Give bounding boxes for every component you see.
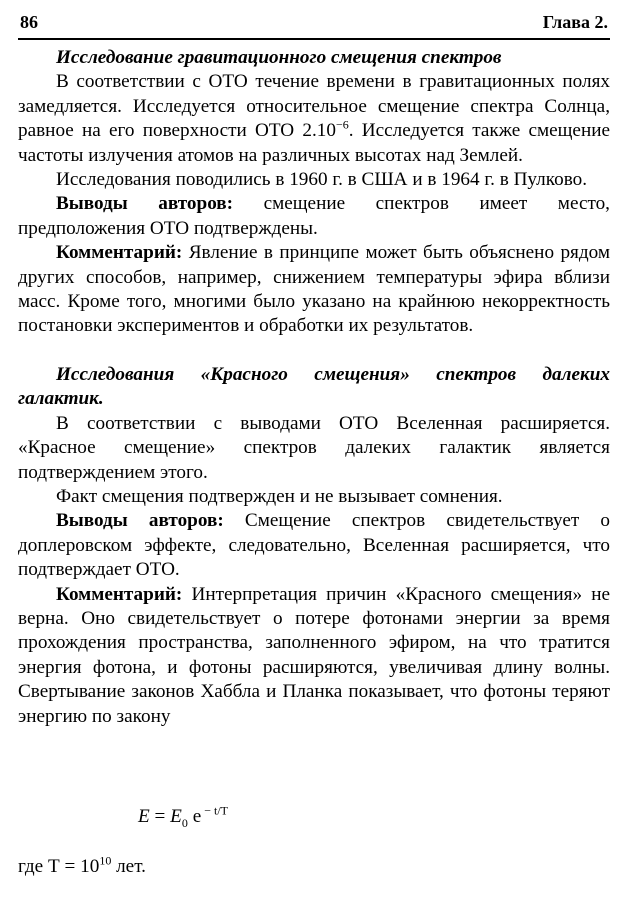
section-gap: [18, 339, 610, 363]
chapter-title: Глава 2.: [542, 12, 608, 32]
conclusion-label: Выводы авторов:: [56, 510, 224, 532]
paragraph-redshift-fact: Факт смещения подтвержден и не вызывает сомнения.: [56, 485, 503, 507]
paragraph-commentary: Комментарий: Явление в принципе может быть объяснено рядом других способов, например, снижением температуры эфира вблизи масс. Кроме того, многими было указано на крайнюю некорректность постановки экспериментов и обработки их результатов.: [18, 242, 610, 337]
paragraph-authors-conclusion: Выводы авторов: Смещение спектров свидетельствует о доплеровском эффекте, следовательно, Вселенная расширяется, что подтверждает ОТО.: [18, 510, 610, 581]
page-header: [18, 8, 610, 40]
comment-label: Комментарий:: [56, 583, 183, 605]
formula-definition: где $Т = 10^{10}$ лет.: [18, 853, 146, 877]
energy-formula: $E = E_0$ e $^{- t/T}$: [138, 803, 228, 830]
exponent: −6: [335, 117, 349, 132]
paragraph-research-dates: Исследования поводились в 1960 г. в США и в 1964 г. в Пулково.: [56, 169, 588, 191]
conclusion-label: Выводы авторов:: [56, 193, 234, 215]
book-page: [18, 0, 610, 900]
section-heading-redshift: Исследования «Красного смещения» спектров далеких галактик.: [18, 363, 610, 410]
paragraph-commentary: Комментарий: Интерпретация причин «Красного смещения» не верна. Оно свидетельствует о потере фотонами энергии за время прохождения пространства, заполненного эфиром, на что тратится энергия фотона, и фотоны расширяются, увеличивая длину волны. Свертывание законов Хаббла и Планка показывает, что фотоны теряют энергию по закону: [18, 583, 610, 727]
section-heading-gravitational: Исследование гравитационного смещения спектров: [56, 47, 502, 68]
paragraph-redshift-intro: В соответствии с выводами ОТО Вселенная расширяется. «Красное смещение» спектров далеких галактик является подтверждением этого.: [18, 412, 610, 483]
page-body: [18, 46, 610, 729]
page-number: 86: [20, 12, 38, 32]
paragraph-authors-conclusion: Выводы авторов: смещение спектров имеет место, предположения ОТО подтверждены.: [18, 193, 610, 239]
comment-label: Комментарий:: [56, 242, 183, 264]
paragraph-gravitational-intro: В соответствии с ОТО течение времени в гравитационных полях замедляется. Исследуется относительное смещение спектра Солнца, равное на его поверхности ОТО $2.10^{-6}$. Исследуется также смещение частоты излучения атомов на различных высотах над Землей.: [18, 71, 610, 166]
